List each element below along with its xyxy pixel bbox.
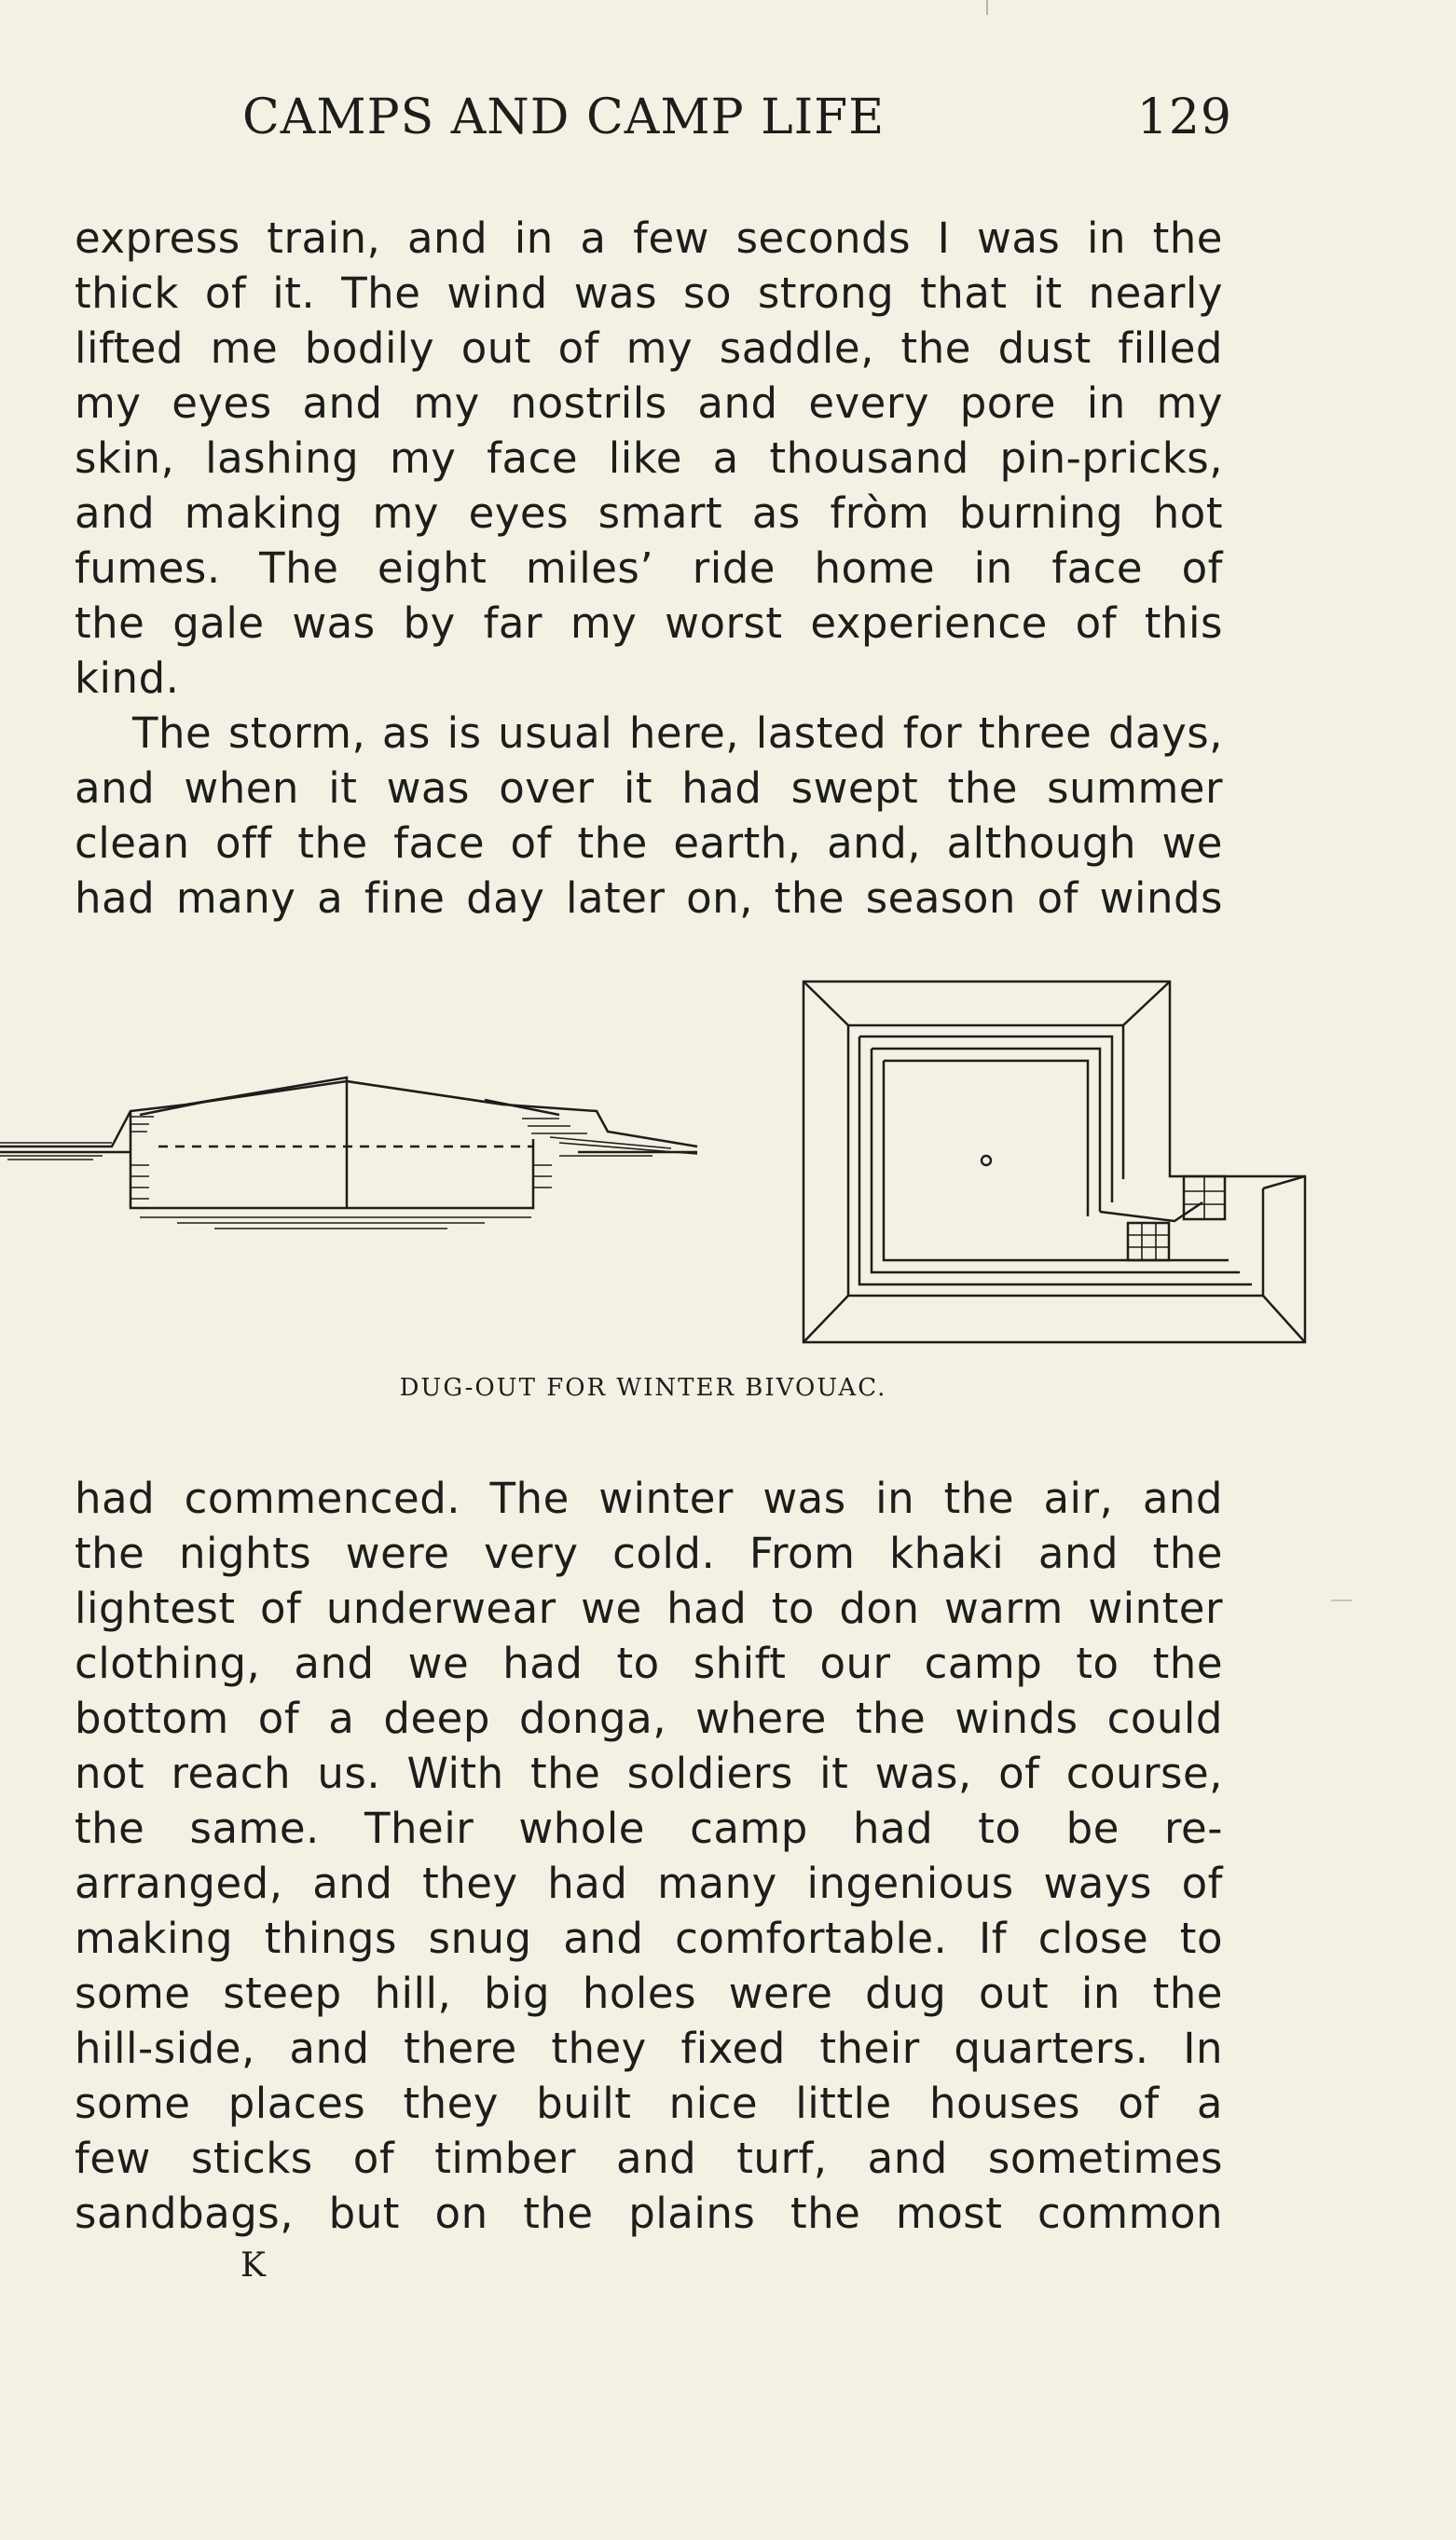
text-line: making things snug and comfortable. If close to xyxy=(75,1914,1223,1963)
text-line: some steep hill, big holes were dug out in the xyxy=(75,1969,1223,2018)
text-line: express train, and in a few seconds I was in the xyxy=(75,213,1223,263)
text-line: some places they built nice little houses of a xyxy=(75,2079,1223,2128)
text-line: bottom of a deep donga, where the winds could xyxy=(75,1694,1223,1743)
paragraph-start-line: The storm, as is usual here, lasted for three days, xyxy=(132,708,1223,758)
text-line: fumes. The eight miles’ ride home in face of xyxy=(75,543,1223,593)
plan-view-drawing xyxy=(804,982,1305,1342)
text-line: kind. xyxy=(75,653,180,703)
text-line: the same. Their whole camp had to be re- xyxy=(75,1804,1223,1853)
text-line: the gale was by far my worst experience of this xyxy=(75,598,1223,648)
text-line: and when it was over it had swept the summer xyxy=(75,763,1223,813)
running-head xyxy=(75,89,1230,164)
text-line: thick of it. The wind was so strong that it nearly xyxy=(75,268,1223,318)
page-edge-mark xyxy=(986,0,988,15)
signature-mark: K xyxy=(240,2246,266,2285)
body-text-bottom xyxy=(75,1471,1223,2241)
text-line: few sticks of timber and turf, and sometimes xyxy=(75,2134,1223,2183)
text-line: lifted me bodily out of my saddle, the dust filled xyxy=(75,323,1223,373)
text-line: hill-side, and there they fixed their quarters. In xyxy=(75,2024,1223,2073)
text-line: clothing, and we had to shift our camp to the xyxy=(75,1639,1223,1688)
text-line: the nights were very cold. From khaki and the xyxy=(75,1529,1223,1578)
text-line: arranged, and they had many ingenious ways of xyxy=(75,1859,1223,1908)
body-text-top xyxy=(75,211,1223,926)
text-line: had many a fine day later on, the season of winds xyxy=(75,873,1223,923)
running-head-title: CAMPS AND CAMP LIFE xyxy=(242,89,886,145)
text-line: and making my eyes smart as fròm burning hot xyxy=(75,488,1223,538)
section-view-drawing xyxy=(0,1078,697,1229)
dugout-illustration xyxy=(0,969,1324,1361)
page-number: 129 xyxy=(1136,89,1232,145)
text-line: skin, lashing my face like a thousand pin-pricks, xyxy=(75,433,1223,483)
text-line: not reach us. With the soldiers it was, of course, xyxy=(75,1749,1223,1798)
text-line: had commenced. The winter was in the air, and xyxy=(75,1474,1223,1523)
text-line: lightest of underwear we had to don warm winter xyxy=(75,1584,1223,1633)
figure-caption: DUG-OUT FOR WINTER BIVOUAC. xyxy=(399,1374,887,1402)
text-line: clean off the face of the earth, and, although we xyxy=(75,818,1223,868)
margin-mark xyxy=(1331,1600,1352,1601)
text-line: sandbags, but on the plains the most common xyxy=(75,2189,1223,2238)
text-line: my eyes and my nostrils and every pore in my xyxy=(75,378,1223,428)
